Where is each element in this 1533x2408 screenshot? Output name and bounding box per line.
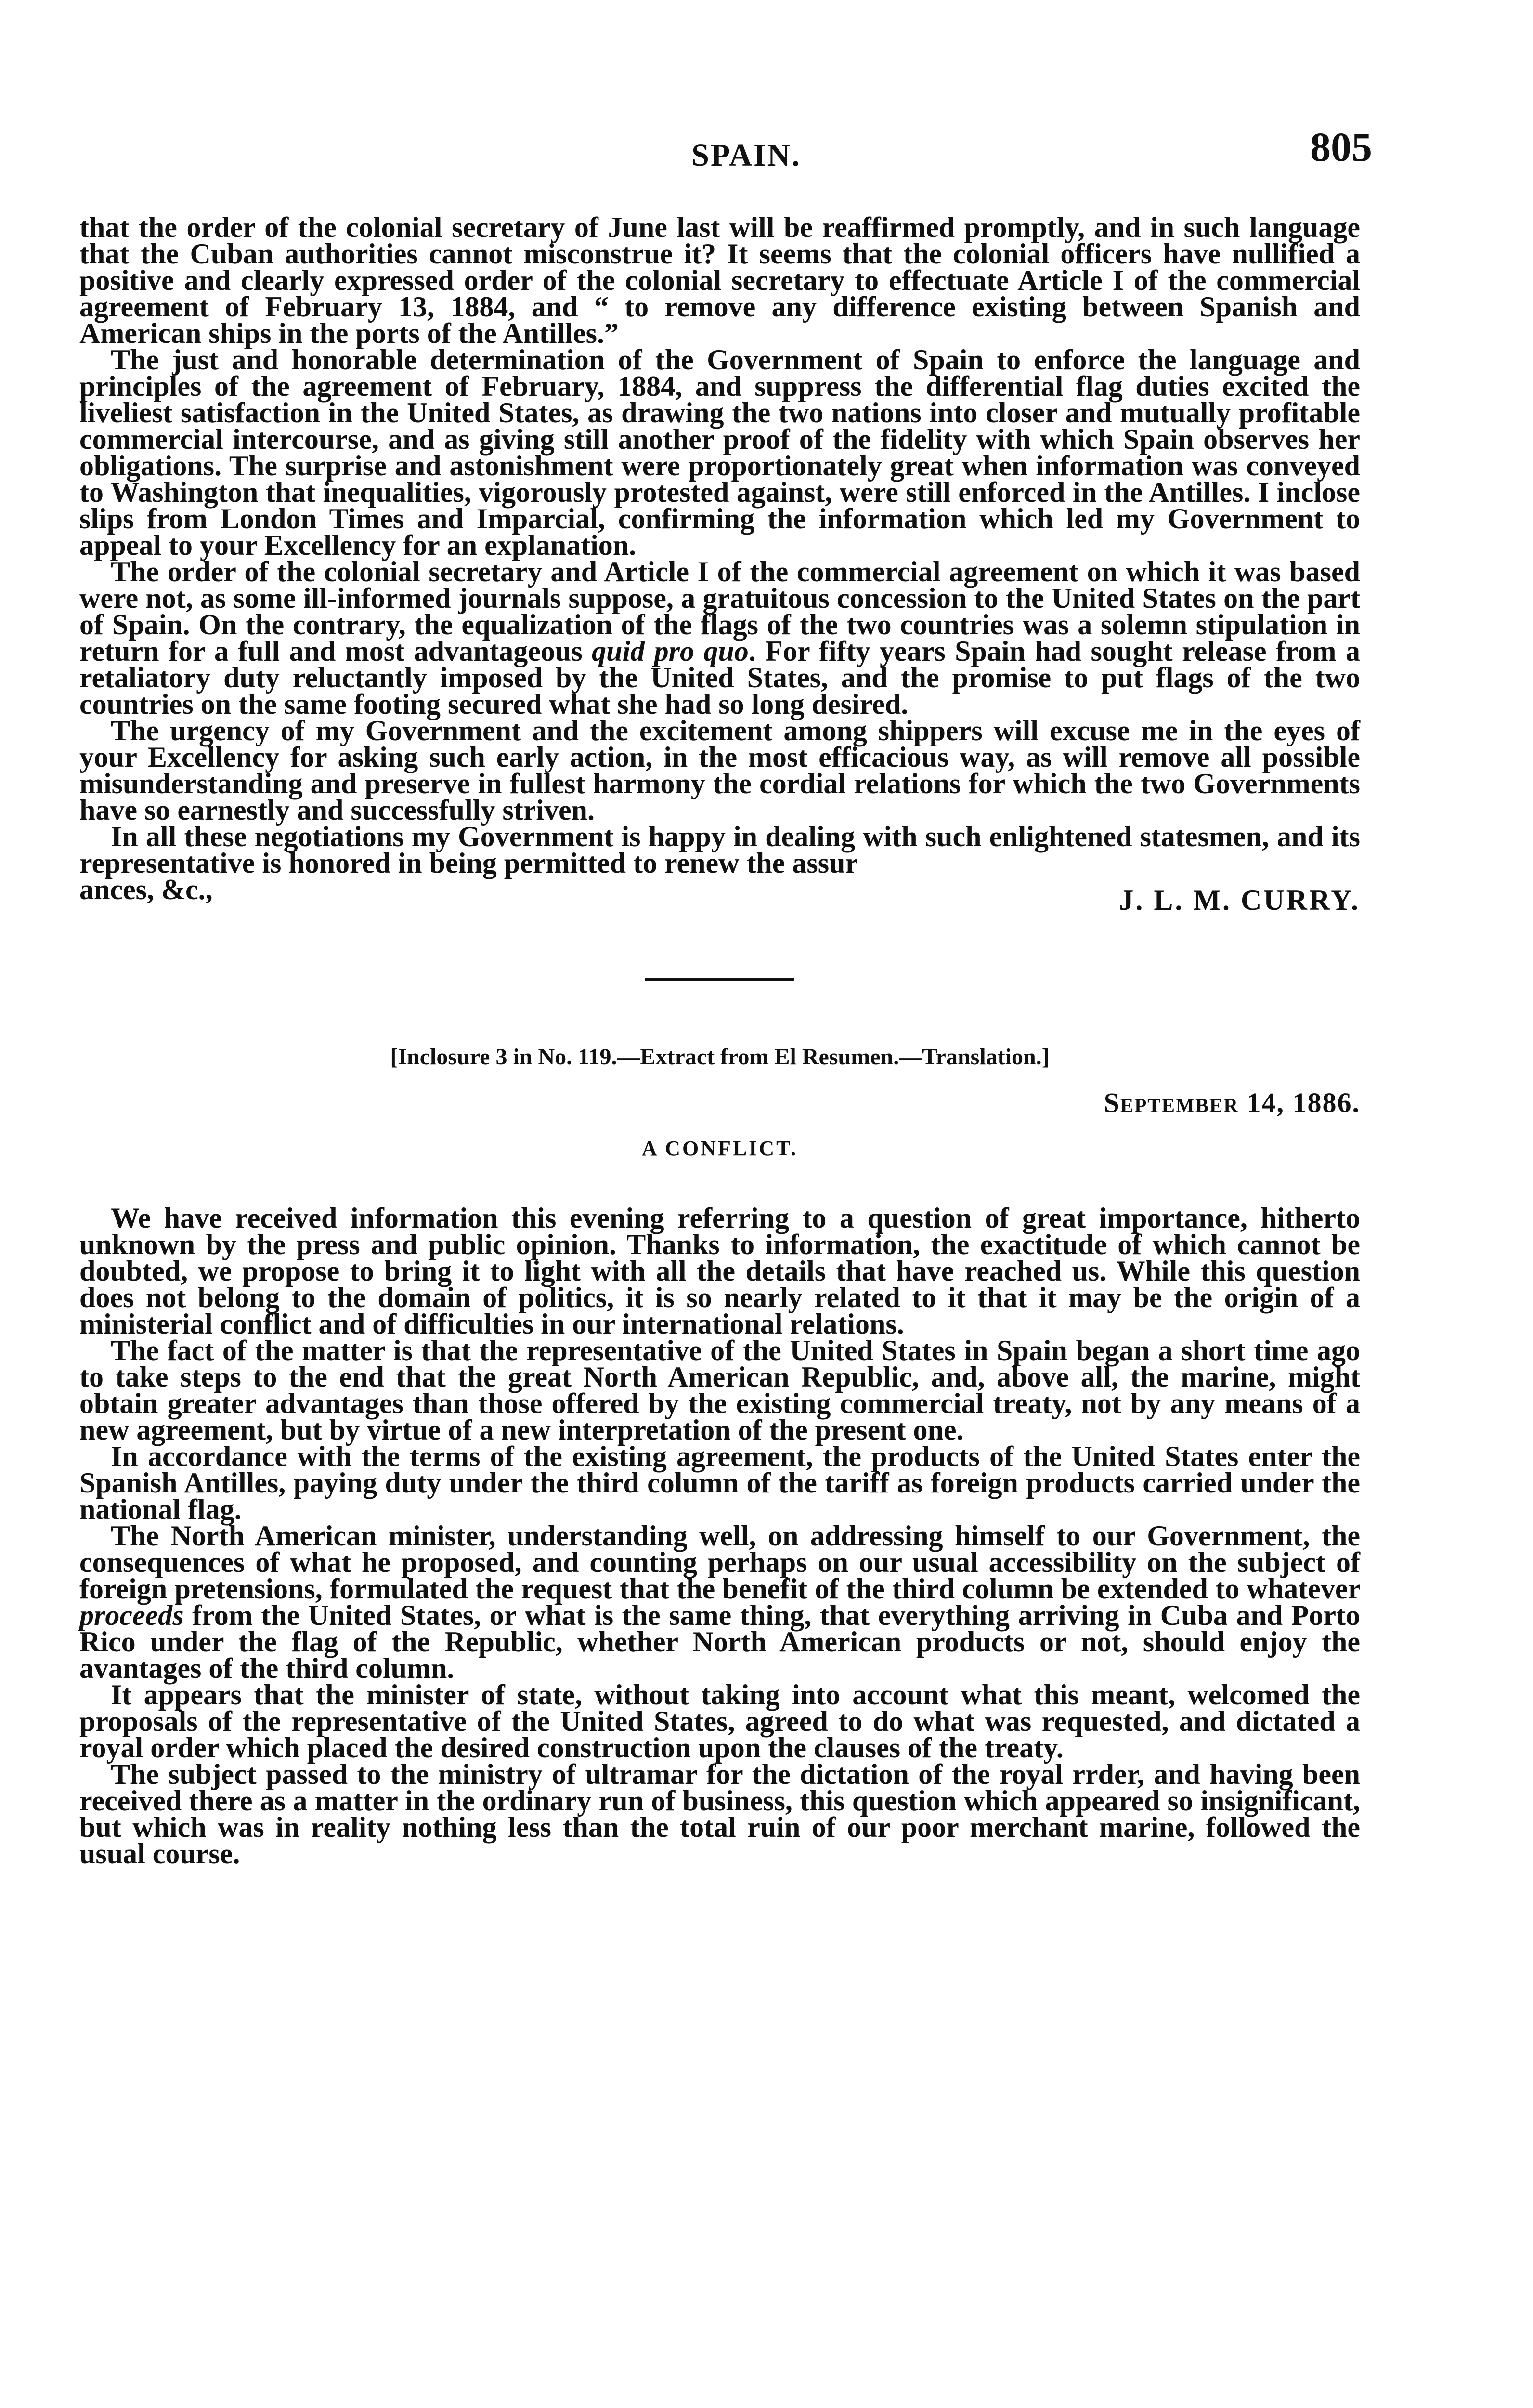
signature-row: [79, 874, 1360, 929]
article-paragraph-5: It appears that the minister of state, without taking into account what this meant, welcomed the proposals of the representative of the United States, agreed to do what was requested, and dictated a royal order which placed the desired construction upon the clauses of the treaty.: [79, 1679, 1360, 1764]
running-head: SPAIN.: [691, 138, 801, 173]
letter-paragraph-2: The just and honorable determination of the Government of Spain to enforce the language and principles of the agreement of February, 1884, and suppress the differential flag duties excited the liveliest satisfaction in the United States, as drawing the two nations into closer and mutually profitable commercial intercourse, and as giving still another proof of the fidelity with which Spain observes her obligations. The surprise and astonishment were proportionately great when information was conveyed to Washington that inequalities, vigorously protested against, were still enforced in the Antilles. I inclose slips from London Times and Imparcial, confirming the information which led my Government to appeal to your Excellency for an explanation.: [79, 344, 1360, 561]
letter-paragraph-3: [79, 556, 1360, 720]
letter-paragraph-4: The urgency of my Government and the excitement among shippers will excuse me in the eyes of your Excellency for asking such early action, in the most efficacious way, as will remove all possible misunderstanding and preserve in fullest harmony the cordial relations for which the two Governments have so earnestly and successfully striven.: [79, 715, 1360, 826]
letter-paragraph-5: In all these negotiations my Government is happy in dealing with such enlightened statesmen, and its representative is honored in being permitted to renew the assur: [79, 821, 1360, 879]
closing-text: ances, &c.,: [79, 874, 213, 905]
article-paragraph-2: The fact of the matter is that the representative of the United States in Spain began a short time ago to take steps to the end that the great North American Republic, and, above all, the marine, might obtain greater advantages than those offered by the existing commercial treaty, not by any means of a new agreement, but by virtue of a new interpretation of the present one.: [79, 1335, 1360, 1446]
section-divider: [645, 978, 794, 981]
body-text: [79, 211, 1360, 1870]
page-number: 805: [1310, 124, 1372, 170]
latin-phrase: quid pro quo: [592, 635, 749, 667]
dateline: September 14, 1886.: [1104, 1087, 1360, 1118]
letter-paragraph-1: that the order of the colonial secretary of June last will be reaffirmed promptly, and in such language that the Cuban authorities cannot misconstrue it? It seems that the colonial officers have nullified a positive and clearly expressed order of the colonial secretary to effectuate Article I of the commercial agreement of February 13, 1884, and “ to remove any difference existing between Spanish and American ships in the ports of the Antilles.”: [79, 211, 1360, 349]
signature: J. L. M. CURRY.: [1119, 884, 1360, 916]
inclosure-heading: [Inclosure 3 in No. 119.—Extract from El Resumen.—Translation.]: [390, 1044, 1050, 1070]
letter-paragraph-3-text-b: . For fifty years Spain had sought release from a retaliatory duty reluctantly imposed by the United States, and the promise to put flags of the two countries on the same footing secured what she had so long desired.: [79, 635, 1360, 720]
article-paragraph-1: We have received information this evening referring to a question of great importance, hitherto unknown by the press and public opinion. Thanks to information, the exactitude of which cannot be doubted, we propose to bring it to light with all the details that have reached us. While this question does not belong to the domain of politics, it is so nearly related to it that it may be the origin of a ministerial conflict and of difficulties in our international relations.: [79, 1202, 1360, 1340]
italic-word: proceeds: [79, 1599, 184, 1631]
article-paragraph-6: The subject passed to the ministry of ultramar for the dictation of the royal rrder, and having been received there as a matter in the ordinary run of business, this question which appeared so insignificant, but which was in reality nothing less than the total ruin of our poor merchant marine, followed the usual course.: [79, 1758, 1360, 1870]
article-paragraph-4-text-a: The North American minister, understanding well, on addressing himself to our Government, the consequences of what he proposed, and counting perhaps on our usual accessibility on the subject of foreign pretensions, formulated the request that the benefit of the third column be extended to whatever: [79, 1520, 1360, 1605]
page-header: [0, 123, 1533, 195]
article-title: A CONFLICT.: [641, 1137, 798, 1160]
article-paragraph-4-text-b: from the United States, or what is the same thing, that everything arriving in Cuba and Porto Rico under the flag of the Republic, whether North American products or not, should enjoy the avantages of the third column.: [79, 1599, 1360, 1684]
article-paragraph-4: [79, 1520, 1360, 1684]
letter-paragraph-3-text-a: The order of the colonial secretary and Article I of the commercial agreement on which it was based were not, as some ill-informed journals suppose, a gratuitous concession to the United States on the part of Spain. On the contrary, the equalization of the flags of the two countries was a solemn stipulation in return for a full and most advantageous: [79, 556, 1360, 667]
article-paragraph-3: In accordance with the terms of the existing agreement, the products of the United States enter the Spanish Antilles, paying duty under the third column of the tariff as foreign products carried under the national flag.: [79, 1440, 1360, 1525]
